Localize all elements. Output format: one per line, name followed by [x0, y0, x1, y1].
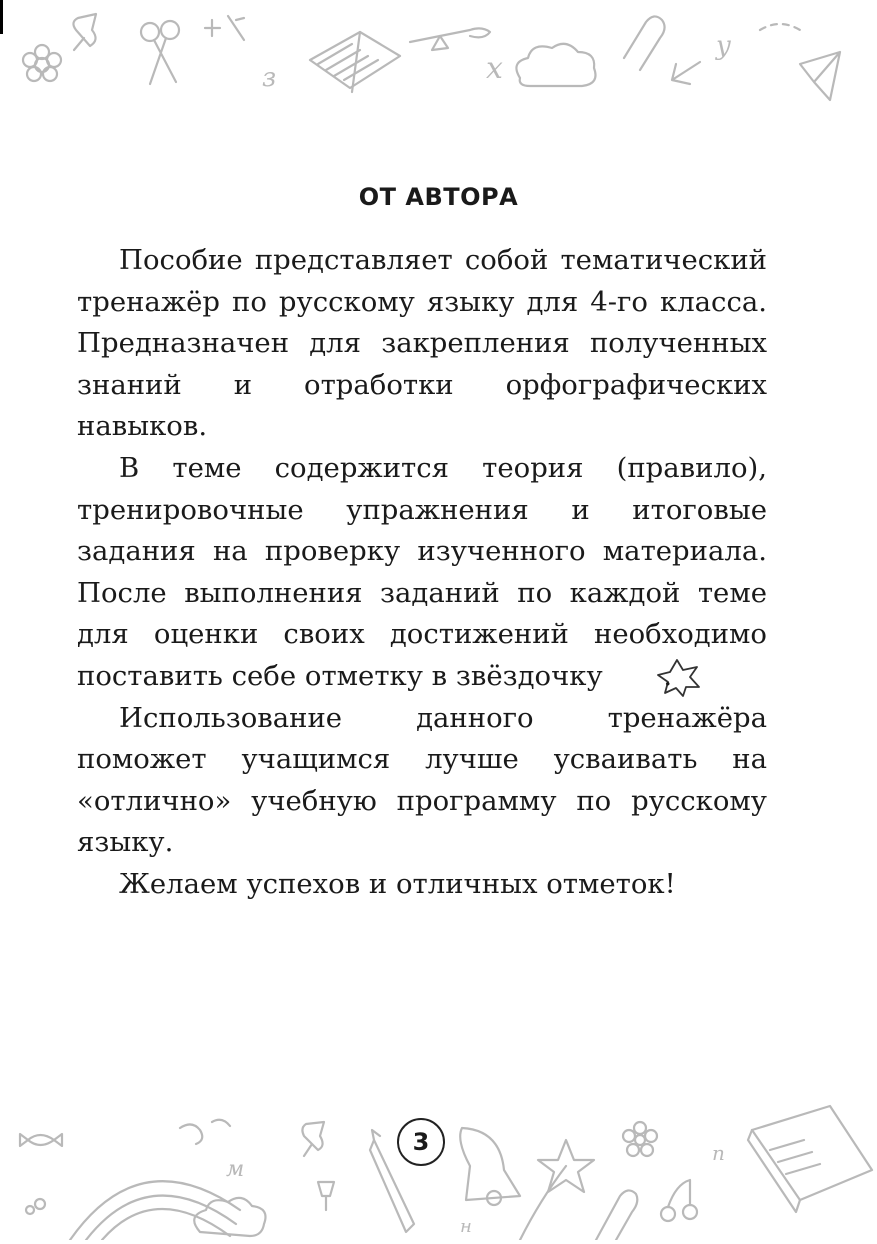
school-doodles-icon	[0, 0, 877, 110]
paragraph-1: Пособие представляет собой тематический тренажёр по русскому языку для 4-го класса. Предназначен для закрепления полученных знаний и отработки орфографических навыков.	[77, 244, 767, 443]
svg-text:н: н	[460, 1216, 472, 1237]
page-title: ОТ АВТОРА	[358, 183, 519, 211]
top-doodle-border	[0, 0, 877, 110]
bottom-doodle-border	[0, 1100, 877, 1240]
paragraph-2-end: .	[663, 659, 673, 692]
paragraph-2	[77, 448, 767, 698]
svg-text:х: х	[486, 51, 503, 86]
school-doodles-icon	[0, 1100, 877, 1240]
paragraph-2-text: В теме содержится теория (правило), тренировочные упражнения и итоговые задания на проверку изученного материала. После выполнения заданий по каждой теме для оценки своих достижений необходимо поставить себе отметку в звёздочку	[77, 451, 767, 692]
paragraph-4: Желаем успехов и отличных отметок!	[119, 867, 676, 900]
author-text	[77, 240, 767, 906]
star-outline-icon	[611, 657, 663, 697]
page-number: 3	[397, 1118, 445, 1166]
svg-text:п: п	[712, 1141, 725, 1165]
svg-text:у: у	[716, 31, 732, 61]
svg-text:м: м	[226, 1157, 245, 1182]
paragraph-3: Использование данного тренажёра поможет учащимся лучше усваивать на «отлично» учебную программу по русскому языку.	[77, 701, 767, 859]
svg-text:з: з	[262, 63, 277, 93]
